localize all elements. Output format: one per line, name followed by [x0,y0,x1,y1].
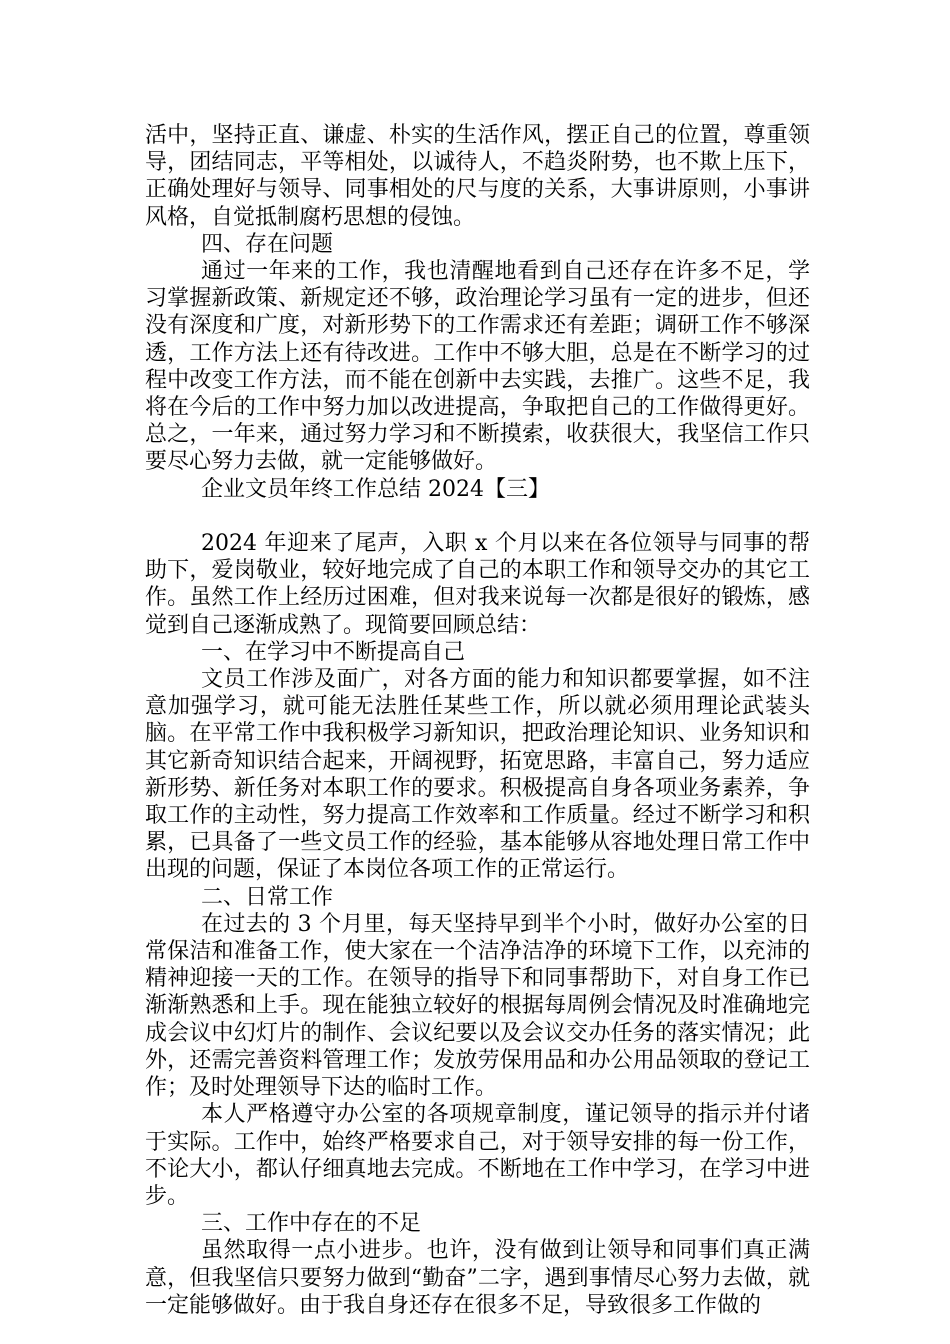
paragraph-intro: 2024 年迎来了尾声，入职 x 个月以来在各位领导与同事的帮助下，爱岗敬业，较好地完成了自己的本职工作和领导交办的其它工作。虽然工作上经历过困难，但对我来说每一次都是很好的锻炼，感觉到自己逐渐成熟了。现简要回顾总结： [145,531,810,638]
document-page [145,122,810,1319]
paragraph-discipline: 本人严格遵守办公室的各项规章制度，谨记领导的指示并付诸于实际。工作中，始终严格要求自己，对于领导安排的每一份工作，不论大小，都认仔细真地去完成。不断地在工作中学习，在学习中进步。 [145,1102,810,1209]
document-title-part-three: 企业文员年终工作总结 2024【三】 [201,476,550,502]
paragraph-learning: 文员工作涉及面广，对各方面的能力和知识都要掌握，如不注意加强学习，就可能无法胜任某些工作，所以就必须用理论武装头脑。在平常工作中我积极学习新知识，把政治理论知识、业务知识和其它新奇知识结合起来，开阔视野，拓宽思路，丰富自己，努力适应新形势、新任务对本职工作的要求。积极提高自身各项业务素养，争取工作的主动性，努力提高工作效率和工作质量。经过不断学习和积累，已具备了一些文员工作的经验，基本能够从容地处理日常工作中出现的问题，保证了本岗位各项工作的正常运行。 [145,667,810,883]
section-heading-learning: 一、在学习中不断提高自己 [201,639,466,665]
section-heading-shortcomings: 三、工作中存在的不足 [201,1211,422,1237]
paragraph-continuation: 活中，坚持正直、谦虚、朴实的生活作风，摆正自己的位置，尊重领导，团结同志，平等相处，以诚待人，不趋炎附势，也不欺上压下，正确处理好与领导、同事相处的尺与度的关系，大事讲原则，小事讲风格，自觉抵制腐朽思想的侵蚀。 [145,123,810,230]
section-heading-problems: 四、存在问题 [201,231,334,257]
paragraph-problems: 通过一年来的工作，我也清醒地看到自己还存在许多不足，学习掌握新政策、新规定还不够，政治理论学习虽有一定的进步，但还没有深度和广度，对新形势下的工作需求还有差距；调研工作不够深透，工作方法上还有待改进。工作中不够大胆，总是在不断学习的过程中改变工作方法，而不能在创新中去实践，去推广。这些不足，我将在今后的工作中努力加以改进提高，争取把自己的工作做得更好。总之，一年来，通过努力学习和不断摸索，收获很大，我坚信工作只要尽心努力去做，就一定能够做好。 [145,259,810,475]
blank-line [145,503,810,530]
paragraph-daily-work: 在过去的 3 个月里，每天坚持早到半个小时，做好办公室的日常保洁和准备工作，使大家在一个洁净洁净的环境下工作，以充沛的精神迎接一天的工作。在领导的指导下和同事帮助下，对自身工作已渐渐熟悉和上手。现在能独立较好的根据每周例会情况及时准确地完成会议中幻灯片的制作、会议纪要以及会议交办任务的落实情况；此外，还需完善资料管理工作；发放劳保用品和办公用品领取的登记工作；及时处理领导下达的临时工作。 [145,911,810,1101]
section-heading-daily-work: 二、日常工作 [201,884,334,910]
paragraph-shortcomings: 虽然取得一点小进步。也许，没有做到让领导和同事们真正满意，但我坚信只要努力做到“勤奋”二字，遇到事情尽心努力去做，就一定能够做好。由于我自身还存在很多不足，导致很多工作做的 [145,1238,810,1318]
